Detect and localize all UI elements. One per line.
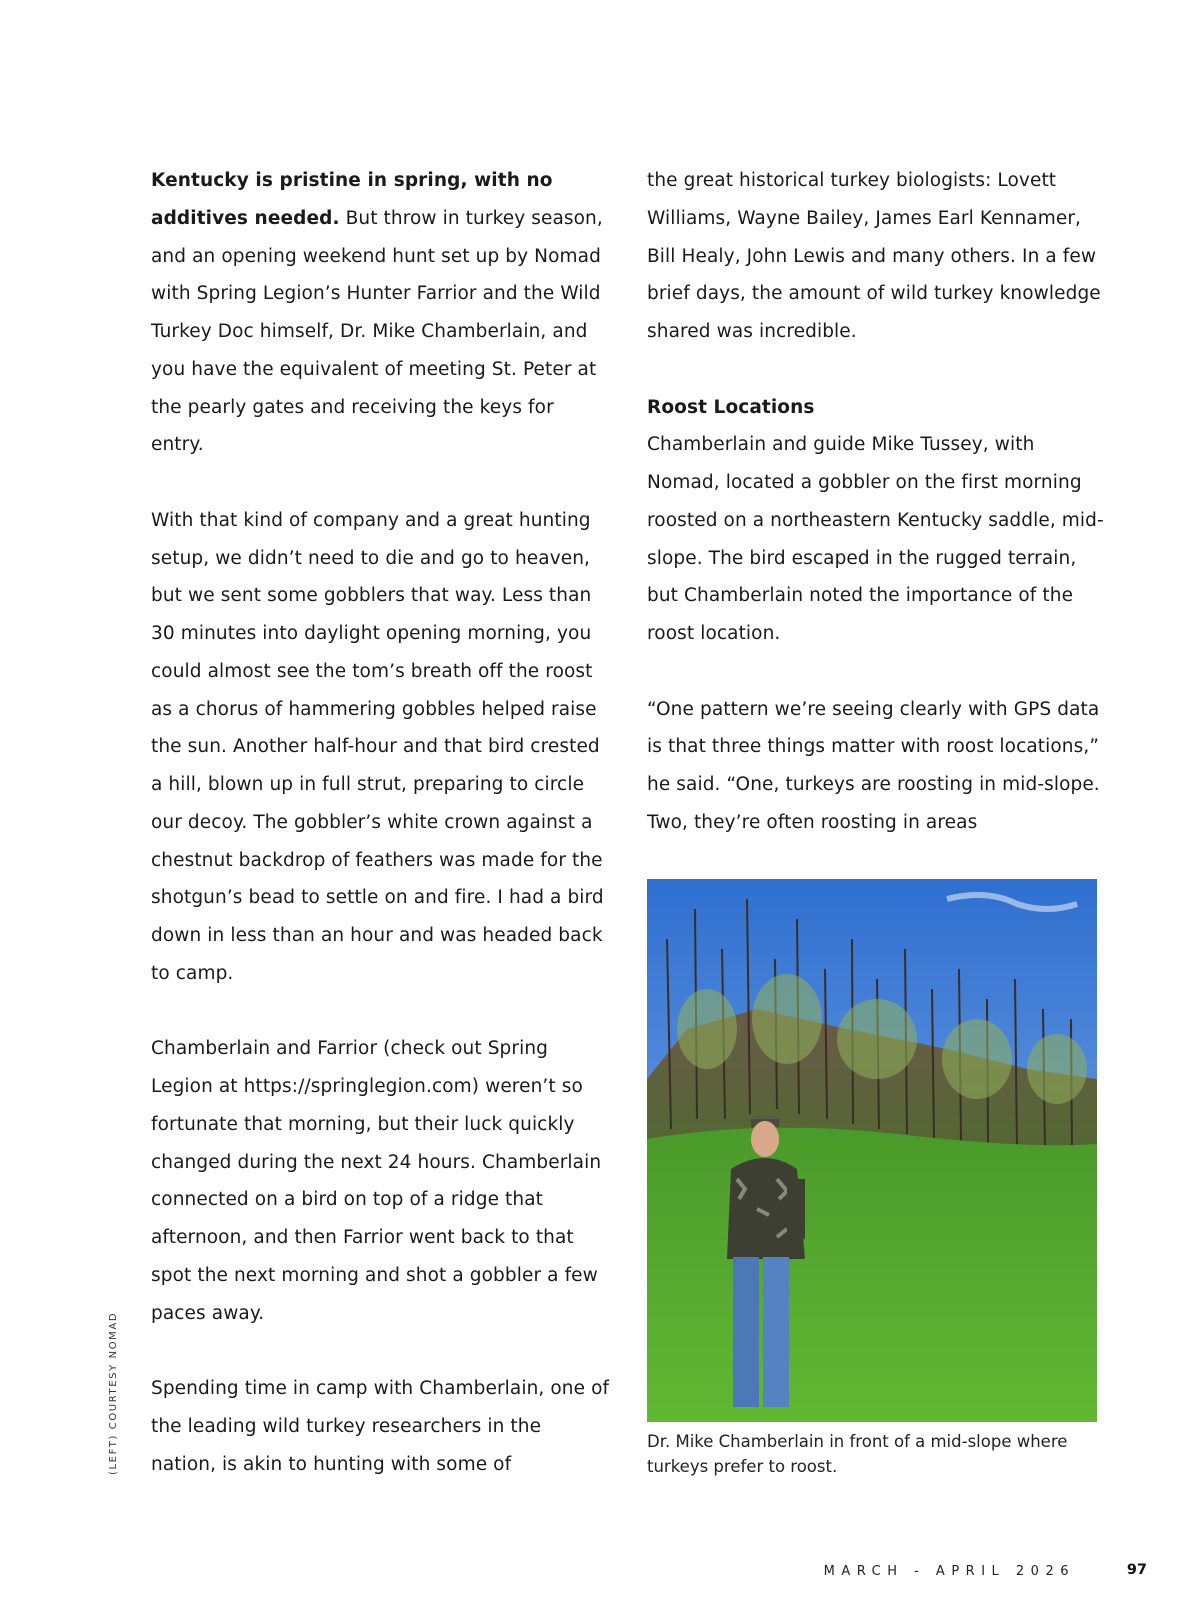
- paragraph-hunt: With that kind of company and a great hunting setup, we didn’t need to die and go to heaven, but we sent some gobblers that way. Less than 30 minutes into daylight opening morning, you could almost see the tom’s breath off the roost as a chorus of hammering gobbles helped raise the sun. Another half-hour and that bird crested a hill, blown up in full strut, preparing to circle our decoy. The gobbler’s white crown against a chestnut backdrop of feathers was made for the shotgun’s bead to settle on and fire. I had a bird down in less than an hour and was headed back to camp.: [151, 509, 604, 984]
- photo-illustration: [647, 879, 1097, 1422]
- intro-lead: Kentucky is pristine in spring, with no additives needed.: [151, 170, 553, 229]
- section-heading: Roost Locations: [647, 396, 815, 418]
- paragraph-intro: [151, 162, 611, 464]
- photo-caption: Dr. Mike Chamberlain in front of a mid-slope where turkeys prefer to roost.: [647, 1432, 1068, 1476]
- left-column: [151, 162, 611, 1521]
- photo-hunter-mid-slope: [647, 879, 1097, 1422]
- paragraph-roost: Chamberlain and guide Mike Tussey, with Nomad, located a gobbler on the first morning roosted on a northeastern Kentucky saddle, mid-slope. The bird escaped in the rugged terrain, but Chamberlain noted the importance of the roost location.: [647, 434, 1104, 644]
- page-number: 97: [1126, 1562, 1147, 1578]
- intro-rest: But throw in turkey season, and an opening weekend hunt set up by Nomad with Spring Legion’s Hunter Farrior and the Wild Turkey Doc himself, Dr. Mike Chamberlain, and you have the equivalent of meeting St. Peter at the pearly gates and receiving the keys for entry.: [151, 207, 603, 456]
- right-column: [647, 162, 1107, 879]
- paragraph-luck: Chamberlain and Farrior (check out Spring Legion at https://springlegion.com) weren’t so fortunate that morning, but their luck quickly changed during the next 24 hours. Chamberlain connected on a bird on top of a ridge that afternoon, and then Farrior went back to that spot the next morning and shot a gobbler a few paces away.: [151, 1038, 602, 1324]
- footer-issue: MARCH - APRIL 2026: [823, 1564, 1075, 1579]
- paragraph-biologists: the great historical turkey biologists: Lovett Williams, Wayne Bailey, James Earl Kennamer, Bill Healy, John Lewis and many others. In a few brief days, the amount of wild turkey knowledge shared was incredible.: [647, 170, 1101, 342]
- paragraph-gps: “One pattern we’re seeing clearly with GPS data is that three things matter with roost locations,” he said. “One, turkeys are roosting in mid-slope. Two, they’re often roosting in areas: [647, 698, 1100, 833]
- paragraph-camp: Spending time in camp with Chamberlain, one of the leading wild turkey researchers in the nation, is akin to hunting with some of: [151, 1378, 610, 1475]
- photo-credit: (LEFT) COURTESY NOMAD: [108, 1311, 119, 1475]
